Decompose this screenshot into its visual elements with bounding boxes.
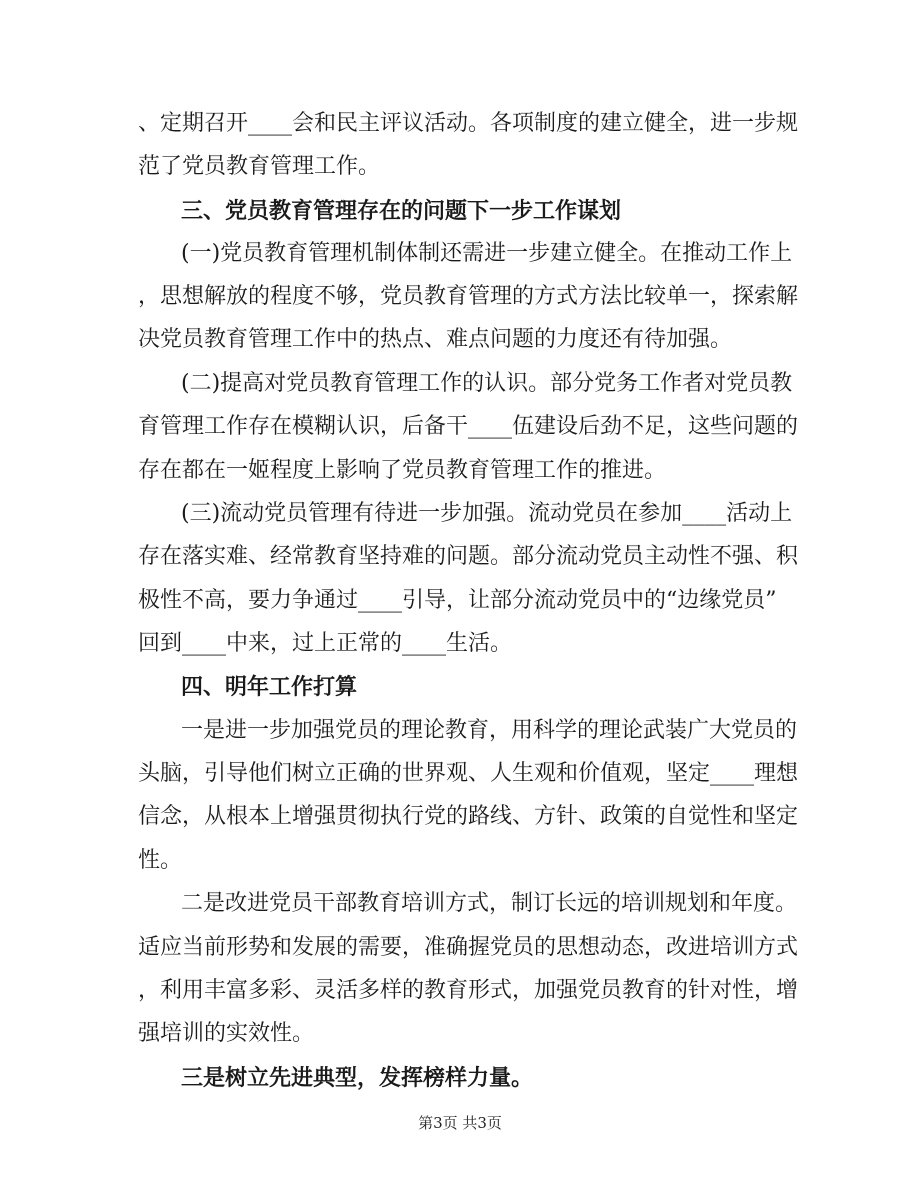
heading-text: 三、党员教育管理存在的问题下一步工作谋划 bbox=[181, 198, 622, 224]
line-text: 头脑，引导他们树立正确的世界观、人生观和价值观，坚定____理想 bbox=[138, 761, 799, 786]
text-line bbox=[0, 796, 920, 838]
line-text: ，利用丰富多彩、灵活多样的教育形式，加强党员教育的针对性，增 bbox=[138, 978, 799, 1003]
page-footer: 第3页 共3页 bbox=[418, 1114, 502, 1132]
line-text: 二是改进党员干部教育培训方式，制订长远的培训规划和年度。 bbox=[181, 891, 798, 916]
text-line bbox=[0, 146, 920, 188]
line-text: 适应当前形势和发展的需要，准确握党员的思想动态，改进培训方式 bbox=[138, 935, 799, 960]
text-line bbox=[0, 970, 920, 1012]
heading-text: 四、明年工作打算 bbox=[181, 674, 358, 700]
line-text: 决党员教育管理工作中的热点、难点问题的力度还有待加强。 bbox=[138, 327, 733, 352]
text-line bbox=[0, 710, 920, 752]
text-line bbox=[0, 103, 920, 145]
text-line bbox=[0, 927, 920, 969]
line-text: (二)提高对党员教育管理工作的认识。部分党务工作者对党员教 bbox=[181, 371, 793, 396]
text-line bbox=[0, 450, 920, 492]
line-text: 信念，从根本上增强贯彻执行党的路线、方针、政策的自觉性和坚定 bbox=[138, 804, 799, 829]
line-text: 强培训的实效性。 bbox=[138, 1021, 315, 1046]
line-text: 一是进一步加强党员的理论教育，用科学的理论武装广大党员的 bbox=[181, 718, 798, 743]
text-line bbox=[0, 276, 920, 318]
line-text: 极性不高，要力争通过____引导，让部分流动党员中的“边缘党员” bbox=[138, 588, 777, 613]
line-text: 存在都在一姬程度上影响了党员教育管理工作的推进。 bbox=[138, 458, 667, 483]
line-text: 育管理工作存在模糊认识，后备干____伍建设后劲不足，这些问题的 bbox=[138, 414, 799, 439]
line-text: 回到____中来，过上正常的____生活。 bbox=[138, 631, 513, 656]
line-text: 存在落实难、经常教育坚持难的问题。部分流动党员主动性不强、积 bbox=[138, 544, 799, 569]
section-heading bbox=[0, 666, 920, 708]
line-text: ，思想解放的程度不够，党员教育管理的方式方法比较单一，探索解 bbox=[138, 284, 799, 309]
text-line bbox=[0, 493, 920, 535]
text-line bbox=[0, 840, 920, 882]
text-line bbox=[0, 623, 920, 665]
line-text: (一)党员教育管理机制体制还需进一步建立健全。在推动工作上 bbox=[181, 241, 793, 266]
text-line bbox=[0, 363, 920, 405]
line-text: 、定期召开____会和民主评议活动。各项制度的建立健全，进一步规 bbox=[138, 111, 799, 136]
text-line bbox=[0, 883, 920, 925]
bold-text: 三是树立先进典型，发挥榜样力量。 bbox=[181, 1065, 534, 1091]
text-line bbox=[0, 580, 920, 622]
bold-paragraph bbox=[0, 1057, 920, 1099]
line-text: (三)流动党员管理有待进一步加强。流动党员在参加____活动上 bbox=[181, 501, 793, 526]
text-line bbox=[0, 233, 920, 275]
text-line bbox=[0, 319, 920, 361]
text-line bbox=[0, 1013, 920, 1055]
line-text: 范了党员教育管理工作。 bbox=[138, 154, 381, 179]
text-line bbox=[0, 406, 920, 448]
line-text: 性。 bbox=[138, 848, 183, 873]
section-heading bbox=[0, 190, 920, 232]
text-line bbox=[0, 753, 920, 795]
text-line bbox=[0, 536, 920, 578]
